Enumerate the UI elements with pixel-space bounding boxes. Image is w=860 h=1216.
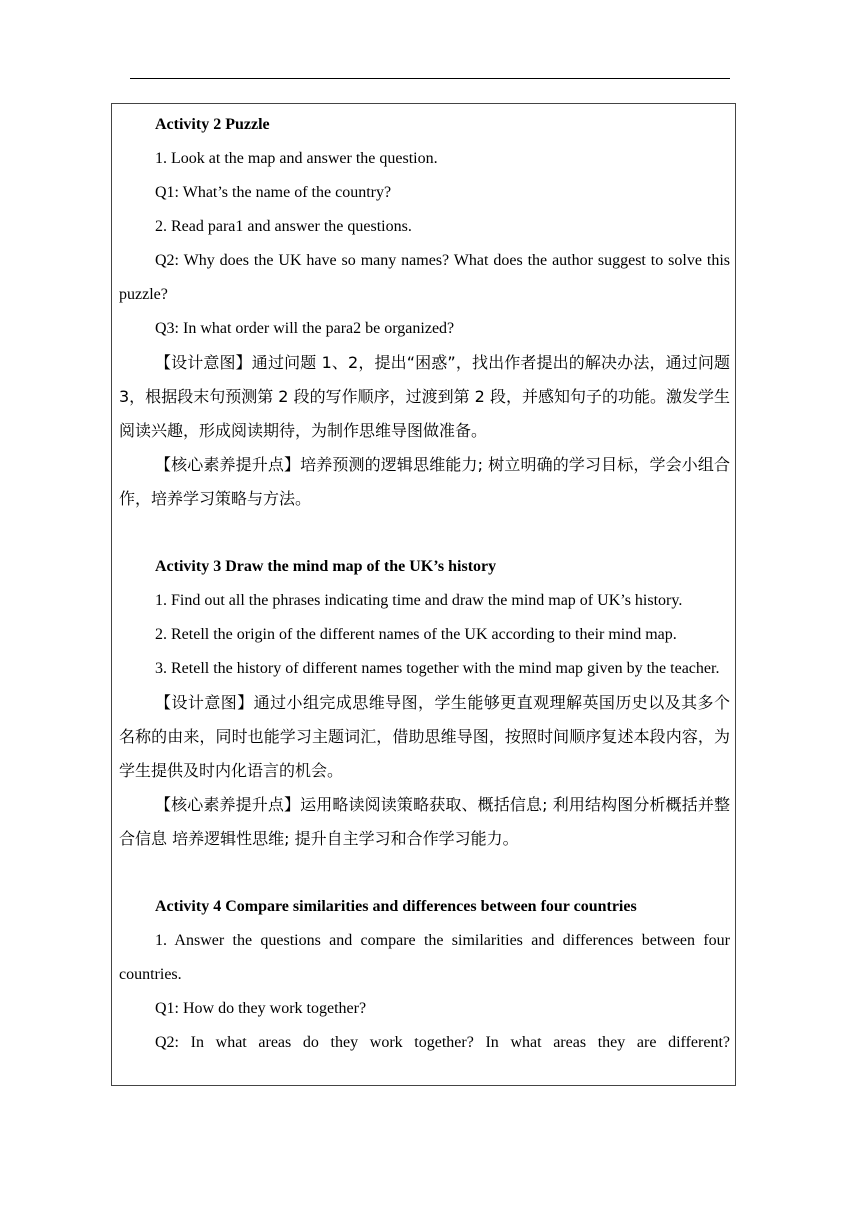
activity2-design-intent: 【设计意图】通过问题 1、2，提出“困惑”，找出作者提出的解决办法，通过问题 3，根据段末句预测第 2 段的写作顺序，过渡到第 2 段，并感知句子的功能。激发学生阅读兴趣，形成阅读期待，为制作思维导图做准备。 xyxy=(119,353,730,440)
header-rule xyxy=(130,78,730,79)
activity2-step2: 2. Read para1 and answer the questions. xyxy=(155,218,412,235)
activity3-heading: Activity 3 Draw the mind map of the UK’s history xyxy=(155,558,497,575)
activity4-q1: Q1: How do they work together? xyxy=(155,1000,367,1017)
activity2-q3: Q3: In what order will the para2 be organized? xyxy=(155,320,455,337)
activity3-step2: 2. Retell the origin of the different names of the UK according to their mind map. xyxy=(155,626,677,643)
lesson-content xyxy=(119,108,730,1060)
activity3-design-intent: 【设计意图】通过小组完成思维导图，学生能够更直观理解英国历史以及其多个名称的由来，同时也能学习主题词汇，借助思维导图，按照时间顺序复述本段内容，为学生提供及时内化语言的机会。 xyxy=(119,693,730,780)
activity3-step3: 3. Retell the history of different names together with the mind map given by the teacher. xyxy=(155,660,720,677)
lesson-table-cell xyxy=(111,103,736,1086)
activity2-heading: Activity 2 Puzzle xyxy=(155,116,270,133)
activity3-core-literacy: 【核心素养提升点】运用略读阅读策略获取、概括信息; 利用结构图分析概括并整合信息 培养逻辑性思维; 提升自主学习和合作学习能力。 xyxy=(119,795,730,848)
activity4-step1: 1. Answer the questions and compare the similarities and differences between four countries. xyxy=(119,932,730,983)
activity3-step1: 1. Find out all the phrases indicating time and draw the mind map of UK’s history. xyxy=(155,592,683,609)
activity4-heading: Activity 4 Compare similarities and differences between four countries xyxy=(155,898,637,915)
activity2-step1: 1. Look at the map and answer the question. xyxy=(155,150,438,167)
activity2-q2: Q2: Why does the UK have so many names? What does the author suggest to solve this puzzle? xyxy=(119,252,730,303)
spacer xyxy=(119,856,730,890)
activity4-q2: Q2: In what areas do they work together? In what areas they are different? xyxy=(155,1034,730,1051)
activity2-core-literacy: 【核心素养提升点】培养预测的逻辑思维能力; 树立明确的学习目标，学会小组合作，培养学习策略与方法。 xyxy=(119,455,730,508)
spacer xyxy=(119,516,730,550)
activity2-q1: Q1: What’s the name of the country? xyxy=(155,184,392,201)
